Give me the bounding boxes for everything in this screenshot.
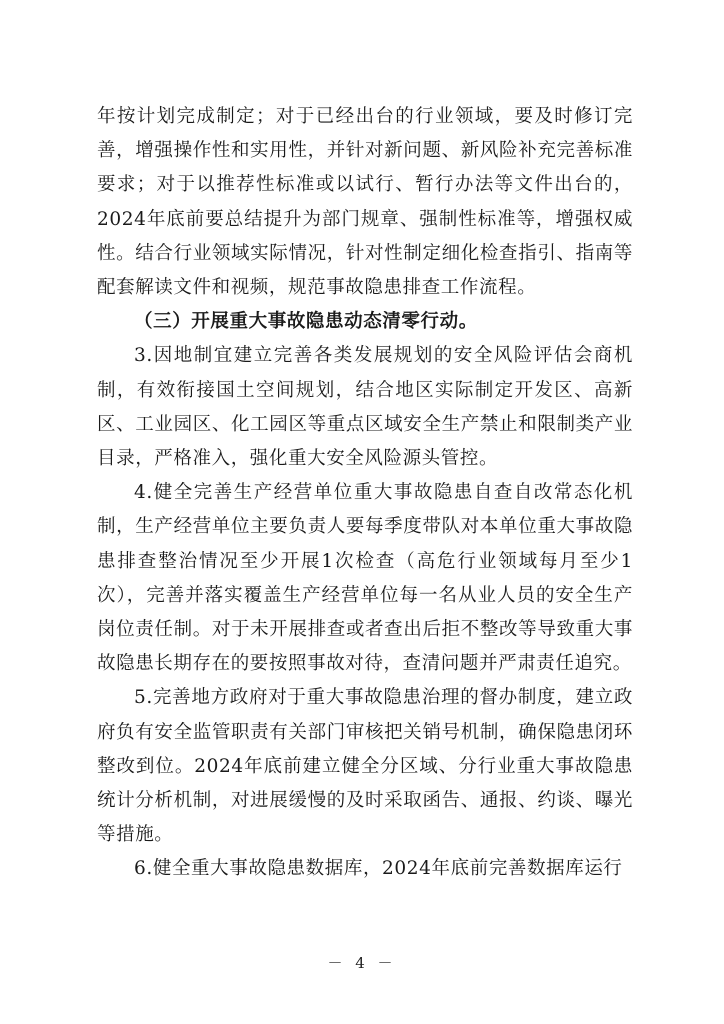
paragraph-item-4: 4.健全完善生产经营单位重大事故隐患自查自改常态化机制，生产经营单位主要负责人要每季度带队对本单位重大事故隐患排查整治情况至少开展1次检查（高危行业领域每月至少1次），完善并落实覆盖生产经营单位每一名从业人员的安全生产岗位责任制。对于未开展排查或者查出后拒不整改等导致重大事故隐患长期存在的要按照事故对待，查清问题并严肃责任追究。 bbox=[97, 482, 633, 675]
document-body bbox=[97, 100, 633, 887]
paragraph-item-6: 6.健全重大事故隐患数据库，2024年底前完善数据库运行 bbox=[134, 858, 623, 880]
section-heading: （三）开展重大事故隐患动态清零行动。 bbox=[134, 311, 478, 333]
paragraph-continuation: 年按计划完成制定；对于已经出台的行业领域，要及时修订完善，增强操作性和实用性，并针对新问题、新风险补充完善标准要求；对于以推荐性标准或以试行、暂行办法等文件出台的，2024年底前要总结提升为部门规章、强制性标准等，增强权威性。结合行业领域实际情况，针对性制定细化检查指引、指南等配套解读文件和视频，规范事故隐患排查工作流程。 bbox=[97, 106, 633, 299]
page-number: － 4 － bbox=[327, 954, 397, 972]
paragraph-item-3: 3.因地制宜建立完善各类发展规划的安全风险评估会商机制，有效衔接国土空间规划，结合地区实际制定开发区、高新区、工业园区、化工园区等重点区域安全生产禁止和限制类产业目录，严格准入，强化重大安全风险源头管控。 bbox=[97, 345, 633, 470]
paragraph-item-5: 5.完善地方政府对于重大事故隐患治理的督办制度，建立政府负有安全监管职责有关部门审核把关销号机制，确保隐患闭环整改到位。2024年底前建立健全分区域、分行业重大事故隐患统计分析机制，对进展缓慢的及时采取函告、通报、约谈、曝光等措施。 bbox=[97, 687, 633, 846]
